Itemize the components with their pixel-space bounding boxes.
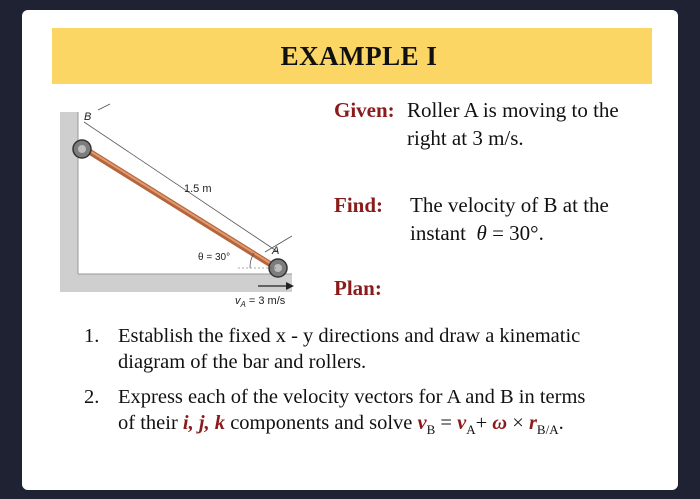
- step-2-text-b: components and solve: [225, 412, 418, 434]
- r-subscript: B/A: [536, 422, 559, 438]
- step-2: [84, 384, 674, 443]
- step-1-line-2: diagram of the bar and rollers.: [118, 351, 367, 373]
- step-text: [118, 323, 580, 375]
- find-line-2-prefix: instant: [410, 221, 477, 245]
- given-line-1: Roller A is moving to the: [407, 98, 619, 122]
- label-b: B: [84, 111, 92, 123]
- slide: [22, 10, 678, 490]
- bar-highlight: [82, 146, 278, 268]
- step-number: 1.: [84, 325, 100, 347]
- wall: [60, 112, 78, 292]
- velocity-label: [235, 295, 286, 309]
- length-label: 1.5 m: [184, 183, 212, 195]
- period: .: [558, 412, 564, 434]
- floor: [60, 274, 292, 292]
- velocity-value: = 3 m/s: [245, 295, 286, 307]
- kinematic-figure: [60, 102, 300, 312]
- plan-steps: [84, 323, 674, 452]
- given-label: Given:: [334, 98, 395, 122]
- step-2-line-1: Express each of the velocity vectors for A and B in terms: [118, 386, 586, 408]
- step-2-line-2: [118, 410, 585, 443]
- theta-symbol: θ: [476, 221, 487, 245]
- va-symbol: v: [457, 412, 467, 434]
- vb-symbol: v: [417, 412, 427, 434]
- equals: =: [435, 412, 458, 434]
- find-line-2: [410, 219, 670, 247]
- cross: ×: [507, 412, 529, 434]
- velocity-subscript: A: [240, 300, 246, 309]
- dimension-line: [84, 122, 278, 252]
- plan-label: Plan:: [334, 276, 382, 300]
- find-line-1: The velocity of B at the: [410, 193, 609, 217]
- step-number: 2.: [84, 386, 100, 408]
- plus: +: [475, 412, 493, 434]
- roller-b-hub: [78, 145, 86, 153]
- unit-vectors: i, j, k: [182, 412, 226, 434]
- step-text: [118, 384, 585, 443]
- r-symbol: r: [528, 412, 537, 434]
- find-label: Find:: [334, 193, 384, 217]
- given-line-2: right at 3 m/s.: [407, 126, 524, 150]
- step-1: [84, 323, 674, 375]
- slide-title: EXAMPLE I: [280, 40, 438, 71]
- find-text: [410, 191, 670, 247]
- label-a: A: [272, 245, 280, 257]
- omega-symbol: ω: [492, 412, 508, 434]
- step-2-text-a: of their: [118, 412, 183, 434]
- vb-subscript: B: [426, 422, 436, 438]
- step-1-line-1: Establish the fixed x - y directions and draw a kinematic: [118, 325, 581, 347]
- angle-label: θ = 30°: [198, 252, 231, 263]
- given-text: [407, 96, 667, 152]
- dimension-tick-b: [98, 104, 110, 110]
- velocity-symbol: v: [235, 295, 241, 307]
- title-bar: [52, 28, 652, 84]
- find-line-2-suffix: = 30°.: [486, 221, 544, 245]
- va-subscript: A: [466, 422, 476, 438]
